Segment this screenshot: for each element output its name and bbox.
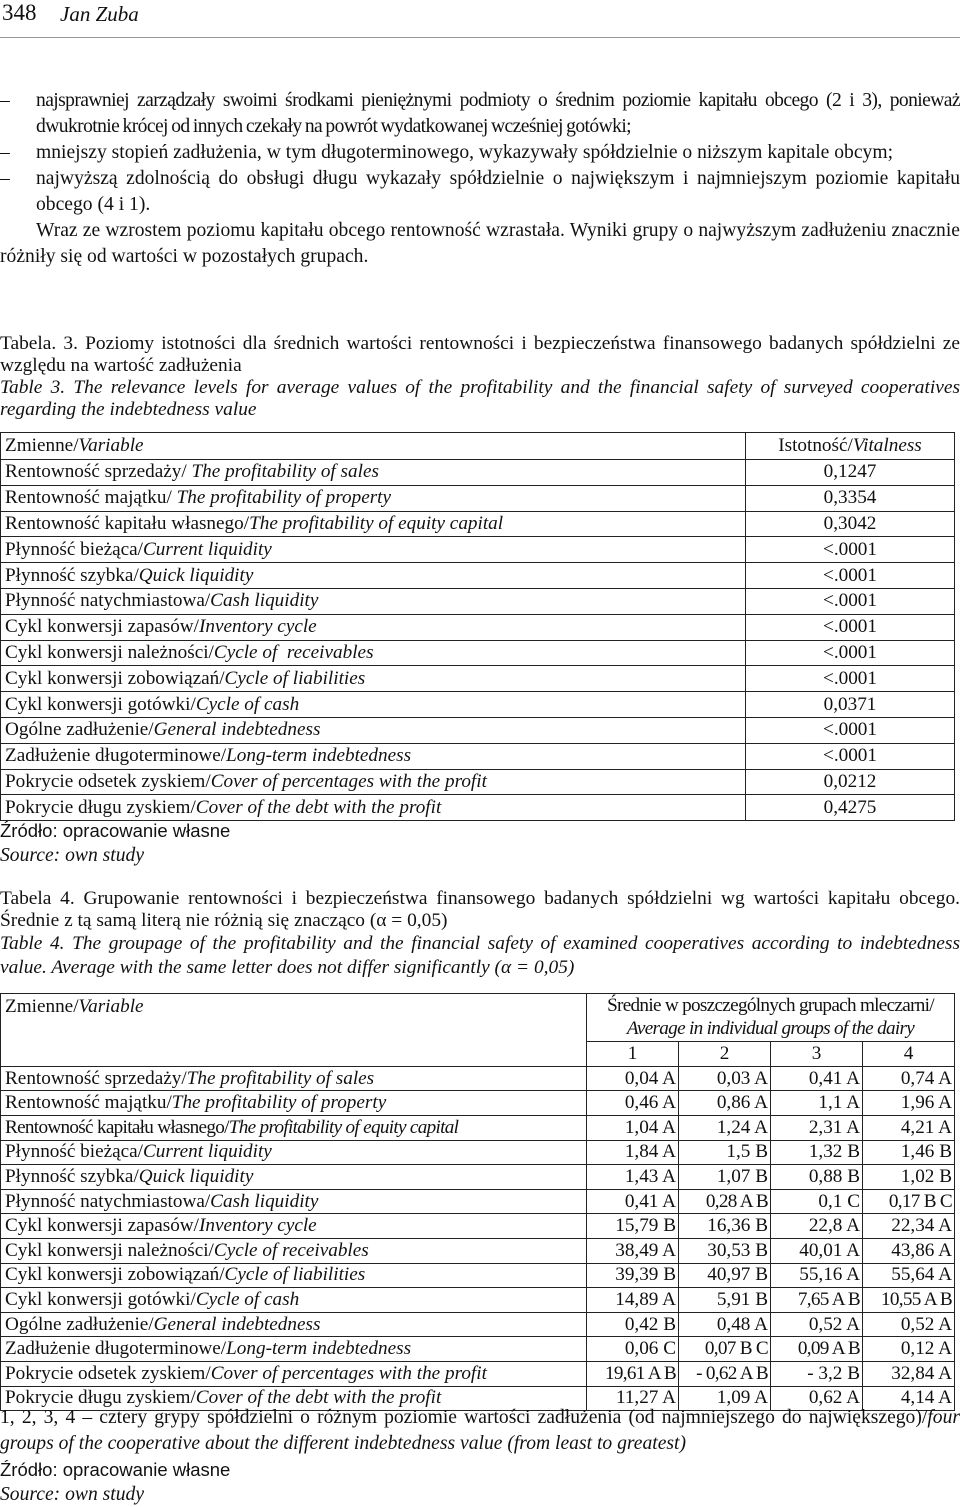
table3-source-en: Source: own study [0, 845, 145, 866]
mean-value-cell: 1,24 A [679, 1115, 771, 1140]
table-row [1, 1214, 955, 1239]
mean-value-cell: 0,28 A B [679, 1189, 771, 1214]
table-row [1, 743, 955, 769]
table4-group-header: Średnie w poszczególnych grupach mleczarni/ [587, 994, 955, 1018]
group-number-cell: 1 [587, 1042, 679, 1067]
table3-header-vitalness: Istotność/Vitalness [746, 433, 955, 460]
variable-cell: Płynność bieżąca/Current liquidity [1, 537, 746, 563]
value-cell: <.0001 [746, 717, 955, 743]
mean-value-cell: 11,27 A [587, 1386, 679, 1411]
value-cell: <.0001 [746, 537, 955, 563]
mean-value-cell: - 0,62 A B [679, 1361, 771, 1386]
variable-cell: Płynność natychmiastowa/Cash liquidity [1, 1189, 587, 1214]
mean-value-cell: 1,84 A [587, 1140, 679, 1165]
mean-value-cell: 0,52 A [771, 1312, 863, 1337]
table3-body [1, 460, 955, 821]
variable-cell: Cykl konwersji należności/Cycle of receivables [1, 1238, 587, 1263]
page-number: 348 [2, 0, 37, 25]
mean-value-cell: 1,96 A [863, 1091, 955, 1116]
table3-header-variable: Zmienne/Variable [1, 433, 746, 460]
mean-value-cell: 39,39 B [587, 1263, 679, 1288]
value-cell: 0,0371 [746, 692, 955, 718]
variable-cell: Cykl konwersji należności/Cycle of receivables [1, 640, 746, 666]
table4-group-header-en: Average in individual groups of the dairy [587, 1018, 955, 1042]
table-row [1, 511, 955, 537]
mean-value-cell: 19,61 A B [587, 1361, 679, 1386]
variable-cell: Rentowność kapitału własnego/The profitability of equity capital [1, 511, 746, 537]
table-row [1, 1165, 955, 1190]
mean-value-cell: 0,74 A [863, 1066, 955, 1091]
body-text [0, 88, 960, 270]
body-paragraph: Wraz ze wzrostem poziomu kapitału obcego rentowność wzrastała. Wyniki grupy o najwyższym zadłużeniu znacznie różniły się od wartości w pozostałych grupach. [0, 220, 960, 267]
value-cell: <.0001 [746, 743, 955, 769]
table4-header-variable: Zmienne/Variable [1, 994, 587, 1067]
table4-header-row [1, 994, 955, 1018]
variable-cell: Pokrycie długu zyskiem/Cover of the debt with the profit [1, 795, 746, 821]
mean-value-cell: 0,04 A [587, 1066, 679, 1091]
mean-value-cell: 0,06 C [587, 1337, 679, 1362]
variable-cell: Cykl konwersji zapasów/Inventory cycle [1, 614, 746, 640]
mean-value-cell: 0,09 A B [771, 1337, 863, 1362]
mean-value-cell: 0,17 B C [863, 1189, 955, 1214]
mean-value-cell: 1,1 A [771, 1091, 863, 1116]
value-cell: 0,3354 [746, 485, 955, 511]
dash-marker: – [0, 142, 10, 163]
mean-value-cell: 40,97 B [679, 1263, 771, 1288]
table4-caption-pl: Tabela 4. Grupowanie rentowności i bezpieczeństwa finansowego badanych spółdzielni wg wartości kapitału obcego. Średnie z tą samą literą nie różnią się znacząco (α = 0,05) [0, 888, 960, 931]
mean-value-cell: 55,64 A [863, 1263, 955, 1288]
mean-value-cell: 1,43 A [587, 1165, 679, 1190]
bullet-item: – najwyższą zdolnością do obsługi długu wykazały spółdzielnie o największym i najmniejszym poziomie kapitału obcego (4 i 1). [0, 168, 960, 215]
mean-value-cell: 1,07 B [679, 1165, 771, 1190]
header-rule [0, 37, 960, 38]
table-row [1, 692, 955, 718]
table-row [1, 1312, 955, 1337]
bullet-item: – mniejszy stopień zadłużenia, w tym długoterminowego, wykazywały spółdzielnie o niższym kapitale obcym; [0, 140, 960, 166]
dash-marker: – [0, 168, 10, 189]
mean-value-cell: 0,86 A [679, 1091, 771, 1116]
mean-value-cell: - 3,2 B [771, 1361, 863, 1386]
table-row [1, 1140, 955, 1165]
variable-cell: Zadłużenie długoterminowe/Long-term indebtedness [1, 1337, 587, 1362]
running-author: Jan Zuba [60, 2, 139, 26]
variable-cell: Cykl konwersji gotówki/Cycle of cash [1, 1288, 587, 1313]
mean-value-cell: 0,88 B [771, 1165, 863, 1190]
dash-marker: – [0, 90, 10, 111]
mean-value-cell: 0,62 A [771, 1386, 863, 1411]
table-row [1, 1238, 955, 1263]
table-row [1, 1288, 955, 1313]
mean-value-cell: 1,09 A [679, 1386, 771, 1411]
mean-value-cell: 0,42 B [587, 1312, 679, 1337]
value-cell: 0,0212 [746, 769, 955, 795]
table-row [1, 640, 955, 666]
mean-value-cell: 0,12 A [863, 1337, 955, 1362]
table3-caption [0, 333, 960, 421]
mean-value-cell: 22,8 A [771, 1214, 863, 1239]
variable-cell: Cykl konwersji zobowiązań/Cycle of liabilities [1, 1263, 587, 1288]
variable-cell: Rentowność majątku/The profitability of property [1, 1091, 587, 1116]
value-cell: <.0001 [746, 614, 955, 640]
value-cell: 0,1247 [746, 460, 955, 486]
table-row [1, 1263, 955, 1288]
table-row [1, 1091, 955, 1116]
table3-source [0, 818, 230, 868]
table4-source [0, 1457, 230, 1507]
table3-caption-pl: Tabela. 3. Poziomy istotności dla średnich wartości rentowności i bezpieczeństwa finansowego badanych spółdzielni ze względu na wartość zadłużenia [0, 333, 960, 376]
value-cell: <.0001 [746, 588, 955, 614]
bullet-item: – najsprawniej zarządzały swoimi środkami pieniężnymi podmioty o średnim poziomie kapitału obcego (2 i 3), ponieważ dwukrotnie krócej od innych czekały na powrót wydatkowanej wcześniej gotówki; [0, 90, 960, 137]
table-row [1, 1066, 955, 1091]
table-row [1, 1115, 955, 1140]
variable-cell: Pokrycie odsetek zyskiem/Cover of percentages with the profit [1, 1361, 587, 1386]
group-number-cell: 4 [863, 1042, 955, 1067]
mean-value-cell: 1,04 A [587, 1115, 679, 1140]
table4-source-pl: Źródło: opracowanie własne [0, 1459, 231, 1480]
variable-cell: Płynność bieżąca/Current liquidity [1, 1140, 587, 1165]
value-cell: <.0001 [746, 666, 955, 692]
mean-value-cell: 38,49 A [587, 1238, 679, 1263]
mean-value-cell: 0,41 A [771, 1066, 863, 1091]
variable-cell: Rentowność sprzedaży/The profitability of sales [1, 1066, 587, 1091]
table-row [1, 1361, 955, 1386]
mean-value-cell: 55,16 A [771, 1263, 863, 1288]
table4-note-en: four groups of the cooperative about the different indebtedness value (from least to greatest) [0, 1407, 960, 1454]
table-row [1, 460, 955, 486]
mean-value-cell: 30,53 B [679, 1238, 771, 1263]
mean-value-cell: 2,31 A [771, 1115, 863, 1140]
table4-source-en: Source: own study [0, 1484, 145, 1505]
mean-value-cell: 16,36 B [679, 1214, 771, 1239]
table-row [1, 1337, 955, 1362]
mean-value-cell: 7,65 A B [771, 1288, 863, 1313]
table-row [1, 485, 955, 511]
mean-value-cell: 5,91 B [679, 1288, 771, 1313]
table4-caption-en: Table 4. The groupage of the profitability and the financial safety of examined cooperatives according to indebtedness value. Average with the same letter does not differ significantly (α = 0,05) [0, 933, 960, 978]
mean-value-cell: 1,46 B [863, 1140, 955, 1165]
mean-value-cell: 22,34 A [863, 1214, 955, 1239]
variable-cell: Cykl konwersji zobowiązań/Cycle of liabilities [1, 666, 746, 692]
page-header [0, 0, 960, 38]
mean-value-cell: 1,02 B [863, 1165, 955, 1190]
table4-body [1, 1066, 955, 1410]
value-cell: 0,4275 [746, 795, 955, 821]
variable-cell: Rentowność kapitału własnego/The profitability of equity capital [1, 1115, 587, 1140]
mean-value-cell: 43,86 A [863, 1238, 955, 1263]
table4-caption [0, 888, 960, 980]
variable-cell: Płynność natychmiastowa/Cash liquidity [1, 588, 746, 614]
variable-cell: Cykl konwersji zapasów/Inventory cycle [1, 1214, 587, 1239]
table4 [0, 993, 955, 1411]
variable-cell: Pokrycie długu zyskiem/Cover of the debt with the profit [1, 1386, 587, 1411]
group-number-cell: 2 [679, 1042, 771, 1067]
table-row [1, 769, 955, 795]
mean-value-cell: 0,46 A [587, 1091, 679, 1116]
table-row [1, 537, 955, 563]
table-row [1, 795, 955, 821]
mean-value-cell: 0,03 A [679, 1066, 771, 1091]
mean-value-cell: 15,79 B [587, 1214, 679, 1239]
variable-cell: Płynność szybka/Quick liquidity [1, 563, 746, 589]
mean-value-cell: 40,01 A [771, 1238, 863, 1263]
variable-cell: Zadłużenie długoterminowe/Long-term indebtedness [1, 743, 746, 769]
mean-value-cell: 0,48 A [679, 1312, 771, 1337]
mean-value-cell: 32,84 A [863, 1361, 955, 1386]
mean-value-cell: 14,89 A [587, 1288, 679, 1313]
table4-note-pl: 1, 2, 3, 4 – cztery grypy spółdzielni o różnym poziomie wartości zadłużenia (od najmniejszego do największego)/ [0, 1407, 928, 1428]
mean-value-cell: 1,32 B [771, 1140, 863, 1165]
variable-cell: Rentowność sprzedaży/ The profitability of sales [1, 460, 746, 486]
table-row [1, 588, 955, 614]
group-number-cell: 3 [771, 1042, 863, 1067]
mean-value-cell: 0,07 B C [679, 1337, 771, 1362]
table4-note [0, 1405, 960, 1457]
table-row [1, 1189, 955, 1214]
value-cell: <.0001 [746, 563, 955, 589]
mean-value-cell: 1,5 B [679, 1140, 771, 1165]
mean-value-cell: 0,1 C [771, 1189, 863, 1214]
table-row [1, 614, 955, 640]
mean-value-cell: 4,14 A [863, 1386, 955, 1411]
variable-cell: Rentowność majątku/ The profitability of property [1, 485, 746, 511]
table3 [0, 432, 955, 821]
table3-caption-en: Table 3. The relevance levels for average values of the profitability and the financial safety of surveyed cooperatives regarding the indebtedness value [0, 377, 960, 420]
table-row [1, 666, 955, 692]
variable-cell: Ogólne zadłużenie/General indebtedness [1, 1312, 587, 1337]
mean-value-cell: 0,52 A [863, 1312, 955, 1337]
variable-cell: Pokrycie odsetek zyskiem/Cover of percentages with the profit [1, 769, 746, 795]
value-cell: 0,3042 [746, 511, 955, 537]
variable-cell: Płynność szybka/Quick liquidity [1, 1165, 587, 1190]
table-row [1, 717, 955, 743]
mean-value-cell: 0,41 A [587, 1189, 679, 1214]
table3-header-row [1, 433, 955, 460]
value-cell: <.0001 [746, 640, 955, 666]
mean-value-cell: 10,55 A B [863, 1288, 955, 1313]
variable-cell: Ogólne zadłużenie/General indebtedness [1, 717, 746, 743]
variable-cell: Cykl konwersji gotówki/Cycle of cash [1, 692, 746, 718]
mean-value-cell: 4,21 A [863, 1115, 955, 1140]
table3-source-pl: Źródło: opracowanie własne [0, 820, 231, 841]
table-row [1, 563, 955, 589]
